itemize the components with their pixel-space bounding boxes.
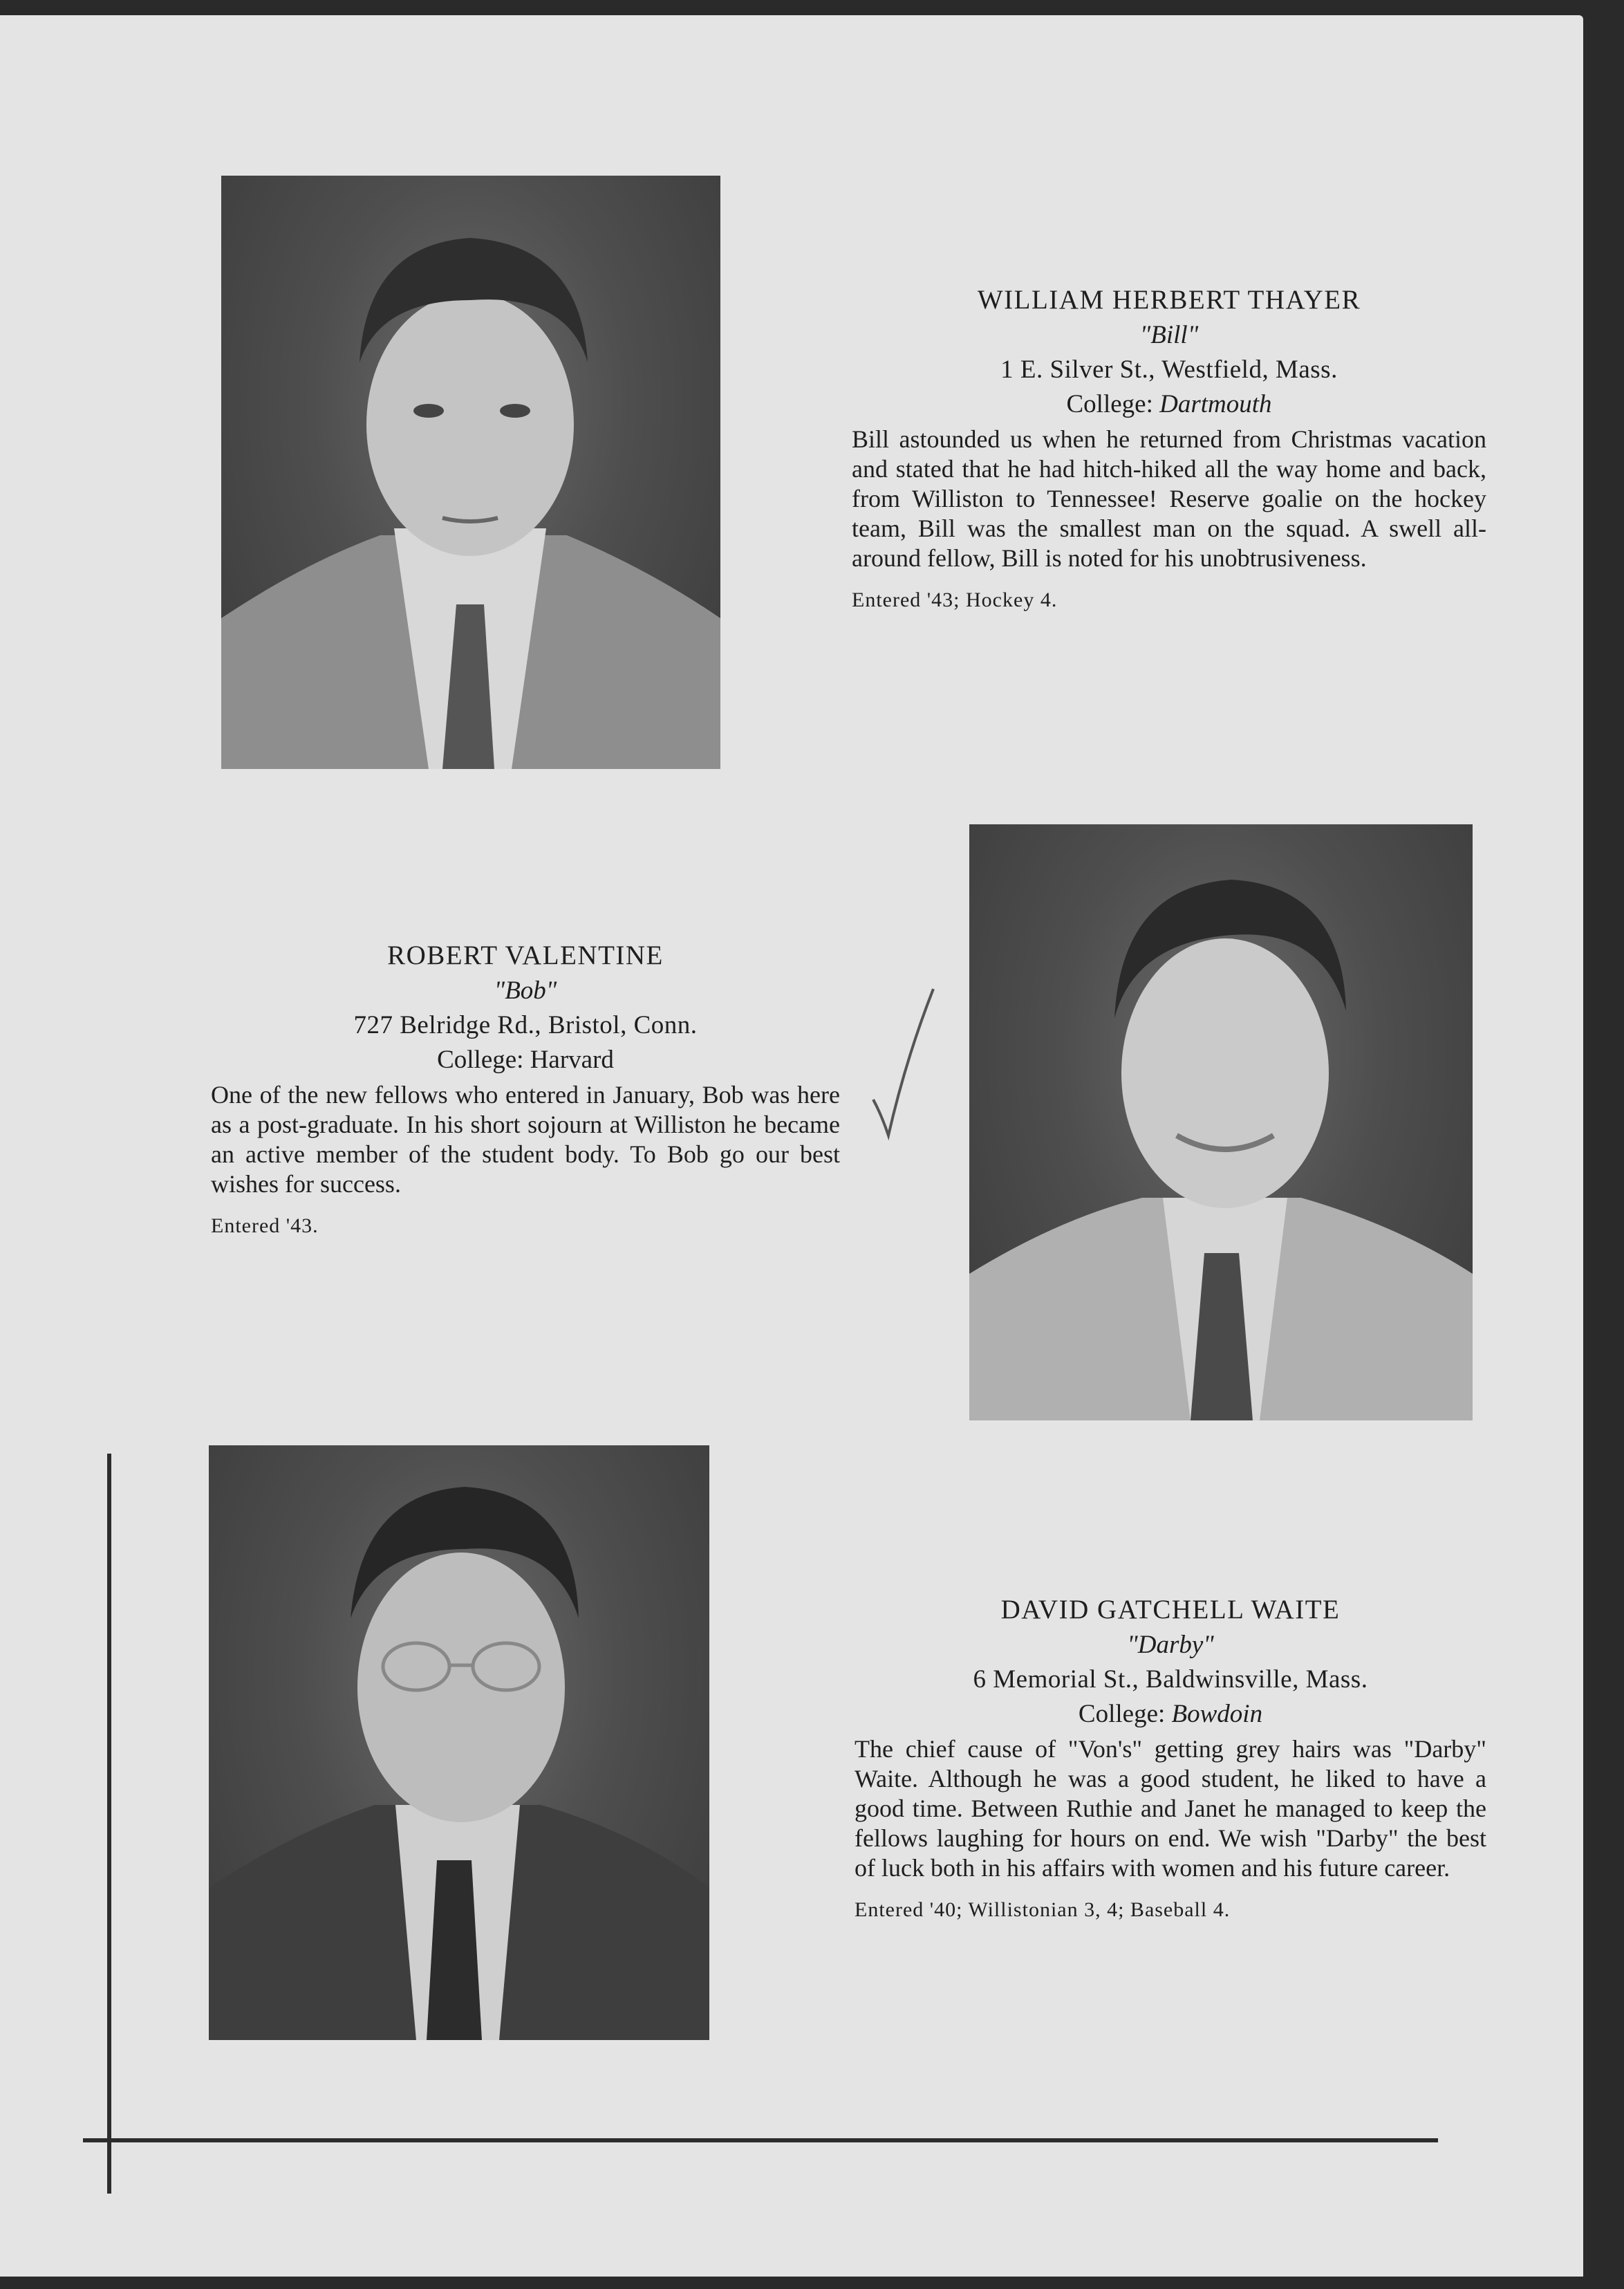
student-bio: One of the new fellows who entered in January, Bob was here as a post-graduate. In his short sojourn at Williston he became an active member of the student body. To Bob go our best wishes for success. — [211, 1081, 840, 1198]
student-address: 6 Memorial St., Baldwinsville, Mass. — [973, 1665, 1368, 1694]
college-label: College: — [437, 1046, 524, 1074]
student-record: Entered '40; Willistonian 3, 4; Baseball 4. — [855, 1898, 1231, 1921]
student-nickname: "Bob" — [494, 976, 557, 1005]
college-name: Harvard — [530, 1046, 614, 1074]
portrait-photo-waite — [209, 1445, 709, 2040]
college-label: College: — [1066, 390, 1153, 418]
student-nickname: "Bill" — [1139, 321, 1199, 349]
entry-waite — [855, 1592, 1486, 1922]
student-name: DAVID GATCHELL WAITE — [1000, 1595, 1341, 1624]
student-record: Entered '43; Hockey 4. — [852, 589, 1058, 611]
checkmark-annotation — [868, 983, 937, 1156]
yearbook-page — [0, 15, 1583, 2277]
entry-valentine — [211, 938, 840, 1238]
student-record: Entered '43. — [211, 1214, 319, 1237]
portrait-photo-thayer — [221, 176, 720, 769]
college-name: Bowdoin — [1171, 1700, 1263, 1728]
college-name: Dartmouth — [1159, 390, 1272, 418]
student-name: WILLIAM HERBERT THAYER — [977, 285, 1361, 315]
student-address: 727 Belridge Rd., Bristol, Conn. — [353, 1011, 698, 1039]
vertical-rule — [107, 1454, 111, 2194]
entry-thayer — [852, 282, 1486, 612]
student-college — [852, 387, 1486, 422]
portrait-photo-valentine — [969, 824, 1473, 1420]
student-bio: Bill astounded us when he returned from Christmas vacation and stated that he had hitch-hiked all the way home and back, from Williston to Tennessee! Reserve goalie on the hockey team, Bill was the smallest man on the squad. A swell all-around fellow, Bill is noted for his unobtrusiveness. — [852, 425, 1486, 572]
student-college — [855, 1697, 1486, 1732]
student-address: 1 E. Silver St., Westfield, Mass. — [1000, 355, 1338, 384]
student-bio: The chief cause of "Von's" getting grey hairs was "Darby" Waite. Although he was a good student, he liked to have a good time. Between Ruthie and Janet he managed to keep the fellows laughing for hours on end. We wish "Darby" the best of luck both in his affairs with women and his future career. — [855, 1735, 1486, 1882]
student-name: ROBERT VALENTINE — [387, 940, 664, 970]
horizontal-rule — [83, 2138, 1438, 2142]
college-label: College: — [1078, 1700, 1166, 1728]
student-nickname: "Darby" — [1127, 1631, 1214, 1659]
student-college — [211, 1043, 840, 1077]
